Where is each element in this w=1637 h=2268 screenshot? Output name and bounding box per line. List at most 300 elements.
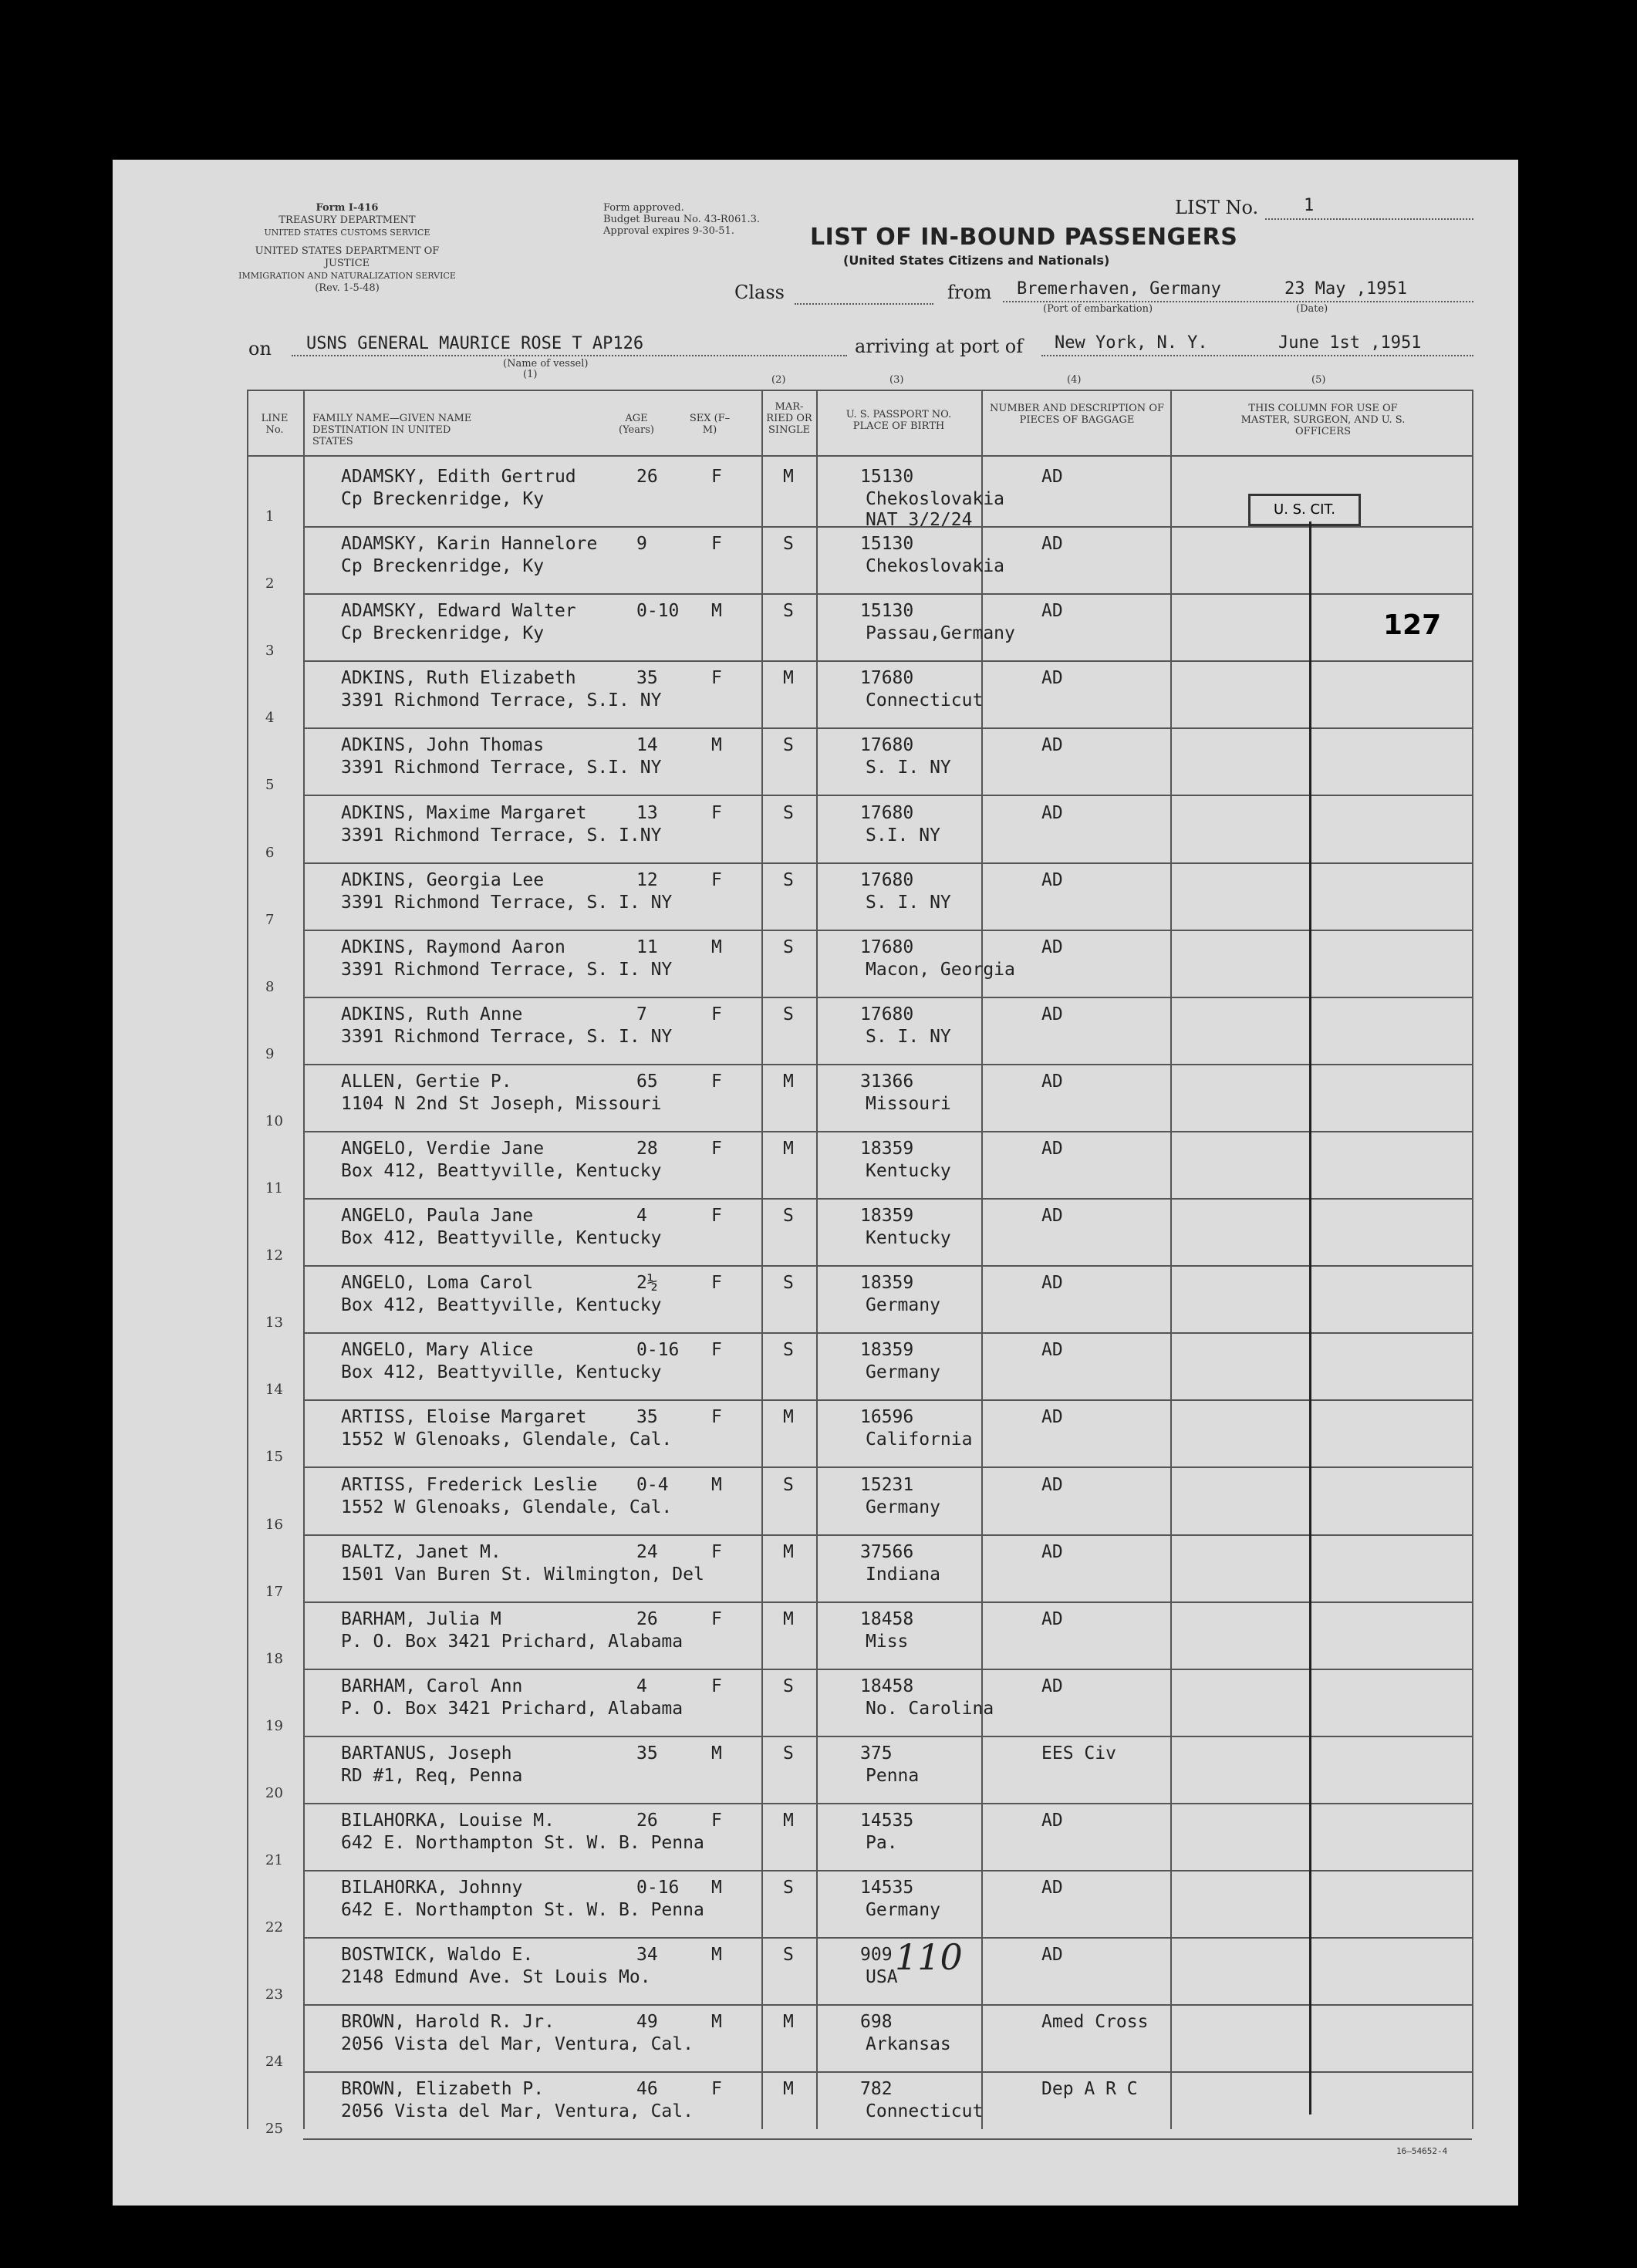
passenger-destination: 1501 Van Buren St. Wilmington, Del	[341, 1564, 704, 1585]
vessel-name: USNS GENERAL MAURICE ROSE T AP126	[306, 334, 644, 353]
table-row	[0, 1939, 1637, 2006]
passenger-sex: F	[711, 534, 722, 554]
marital-status: S	[783, 534, 794, 554]
place-of-birth: S. I. NY	[866, 758, 951, 778]
passenger-sex: M	[711, 1945, 722, 1965]
passenger-destination: P. O. Box 3421 Prichard, Alabama	[341, 1632, 683, 1652]
passport-number: 18359	[860, 1206, 914, 1226]
place-of-birth: Germany	[866, 1497, 940, 1517]
marital-status: M	[783, 2079, 794, 2099]
baggage-description: AD	[1041, 1004, 1063, 1024]
passenger-name: ADKINS, Maxime Margaret	[341, 803, 587, 823]
row-divider	[303, 2138, 1472, 2140]
marital-status: S	[783, 601, 794, 621]
baggage-description: Amed Cross	[1041, 2012, 1149, 2032]
passenger-destination: RD #1, Req, Penna	[341, 1766, 523, 1786]
place-of-birth: California	[866, 1429, 973, 1450]
embarkation-date: 23 May ,1951	[1284, 279, 1407, 299]
place-of-birth: USA	[866, 1967, 898, 1987]
header-line-no: LINE No.	[261, 413, 289, 436]
place-of-birth: No. Carolina	[866, 1699, 994, 1719]
line-number: 18	[265, 1651, 283, 1667]
marital-status: M	[783, 1609, 794, 1629]
line-number: 21	[265, 1852, 283, 1868]
passenger-destination: 3391 Richmond Terrace, S. I. NY	[341, 960, 673, 980]
passenger-name: BILAHORKA, Louise M.	[341, 1811, 555, 1831]
baggage-description: AD	[1041, 1407, 1063, 1427]
passport-number: 17680	[860, 735, 914, 755]
vessel-caption: (Name of vessel)	[503, 358, 589, 370]
line-number: 1	[265, 508, 275, 525]
passenger-destination: Box 412, Beattyville, Kentucky	[341, 1362, 662, 1382]
document-subtitle: (United States Citizens and Nationals)	[843, 253, 1110, 268]
passenger-destination: Cp Breckenridge, Ky	[341, 623, 545, 643]
passenger-destination: 3391 Richmond Terrace, S. I.NY	[341, 825, 662, 845]
line-number: 6	[265, 845, 275, 861]
dept-treasury-sub: UNITED STATES CUSTOMS SERVICE	[264, 228, 430, 238]
passenger-sex: F	[711, 2079, 722, 2099]
passenger-sex: F	[711, 1273, 722, 1293]
passenger-destination: 642 E. Northampton St. W. B. Penna	[341, 1900, 704, 1920]
line-number: 13	[265, 1315, 283, 1331]
passenger-name: ANGELO, Loma Carol	[341, 1273, 534, 1293]
col-num-3: (3)	[889, 374, 904, 386]
place-of-birth: Germany	[866, 1362, 940, 1382]
passport-number: 17680	[860, 668, 914, 688]
passenger-name: ADAMSKY, Edith Gertrud	[341, 467, 576, 487]
place-of-birth: Kentucky	[866, 1161, 951, 1181]
dept-justice-sub: IMMIGRATION AND NATURALIZATION SERVICE	[238, 271, 456, 281]
line-number: 17	[265, 1584, 283, 1600]
table-row	[0, 729, 1637, 796]
line-number: 9	[265, 1046, 275, 1062]
on-label: on	[248, 338, 272, 359]
header-baggage: NUMBER AND DESCRIPTION OF PIECES OF BAGGAGE	[989, 403, 1164, 426]
place-of-birth: Connecticut	[866, 2101, 984, 2121]
table-row	[0, 1267, 1637, 1334]
table-row	[0, 1603, 1637, 1670]
passenger-age: 35	[636, 1407, 658, 1427]
passenger-name: BARTANUS, Joseph	[341, 1743, 512, 1763]
passport-number: 14535	[860, 1811, 914, 1831]
header-passport: U. S. PASSPORT NO. PLACE OF BIRTH	[846, 409, 952, 432]
passenger-name: BARHAM, Julia M	[341, 1609, 501, 1629]
passenger-sex: M	[711, 937, 722, 957]
passenger-age: 0-16	[636, 1878, 680, 1898]
passenger-sex: M	[711, 1475, 722, 1495]
from-underline	[1003, 301, 1473, 302]
baggage-description: AD	[1041, 534, 1063, 554]
marital-status: S	[783, 803, 794, 823]
arrival-underline	[1041, 355, 1473, 356]
passenger-destination: 3391 Richmond Terrace, S. I. NY	[341, 1027, 673, 1047]
passenger-destination: P. O. Box 3421 Prichard, Alabama	[341, 1699, 683, 1719]
list-no-label: LIST No.	[1175, 197, 1259, 218]
passenger-age: 26	[636, 467, 658, 487]
passport-number: 18458	[860, 1609, 914, 1629]
passport-number: 16596	[860, 1407, 914, 1427]
passenger-name: ADKINS, Ruth Elizabeth	[341, 668, 576, 688]
col-num-5: (5)	[1311, 374, 1326, 386]
passenger-destination: 3391 Richmond Terrace, S.I. NY	[341, 690, 662, 710]
approval-line-1: Form approved.	[603, 202, 684, 214]
passenger-destination: Box 412, Beattyville, Kentucky	[341, 1295, 662, 1315]
marital-status: M	[783, 467, 794, 487]
from-label: from	[947, 282, 992, 303]
passport-number: 18359	[860, 1139, 914, 1159]
passport-number: 17680	[860, 1004, 914, 1024]
baggage-description: AD	[1041, 1206, 1063, 1226]
passenger-name: ADKINS, Georgia Lee	[341, 870, 545, 890]
table-row	[0, 864, 1637, 931]
line-number: 3	[265, 643, 275, 659]
place-of-birth: Chekoslovakia	[866, 556, 1005, 576]
row-divider	[303, 795, 1472, 796]
date-caption: (Date)	[1296, 303, 1328, 315]
place-of-birth: S. I. NY	[866, 893, 951, 913]
place-of-birth: Macon, Georgia	[866, 960, 1015, 980]
place-of-birth: Germany	[866, 1295, 940, 1315]
passenger-sex: M	[711, 2012, 722, 2032]
passenger-destination: 3391 Richmond Terrace, S.I. NY	[341, 758, 662, 778]
marital-status: M	[783, 668, 794, 688]
passenger-name: ARTISS, Frederick Leslie	[341, 1475, 598, 1495]
passenger-sex: M	[711, 1743, 722, 1763]
passport-number: 31366	[860, 1072, 914, 1092]
place-of-birth: Miss	[866, 1632, 909, 1652]
line-number: 24	[265, 2054, 283, 2070]
table-row	[0, 1737, 1637, 1804]
line-number: 10	[265, 1113, 283, 1129]
list-no-underline	[1265, 218, 1473, 220]
ditto-line	[1309, 521, 1311, 2114]
table-row	[0, 1871, 1637, 1939]
place-of-birth: Kentucky	[866, 1228, 951, 1248]
baggage-description: AD	[1041, 870, 1063, 890]
header-married: MAR-RIED OR SINGLE	[766, 401, 812, 436]
table-row	[0, 797, 1637, 864]
passenger-destination: Cp Breckenridge, Ky	[341, 556, 545, 576]
place-of-birth: Passau,Germany	[866, 623, 1015, 643]
passenger-age: 0-10	[636, 601, 680, 621]
place-of-birth: Pa.	[866, 1833, 898, 1853]
passenger-age: 9	[636, 534, 647, 554]
marital-status: S	[783, 1340, 794, 1360]
passport-number: 375	[860, 1743, 893, 1763]
passenger-destination: 1104 N 2nd St Joseph, Missouri	[341, 1094, 662, 1114]
line-number: 5	[265, 777, 275, 793]
passenger-age: 14	[636, 735, 658, 755]
passport-number: 17680	[860, 937, 914, 957]
place-of-birth: Indiana	[866, 1564, 940, 1585]
table-row	[0, 1670, 1637, 1737]
header-officers: THIS COLUMN FOR USE OF MASTER, SURGEON, AND U. S. OFFICERS	[1240, 403, 1406, 437]
passenger-name: ANGELO, Verdie Jane	[341, 1139, 545, 1159]
passport-number: 782	[860, 2079, 893, 2099]
row-divider	[303, 1466, 1472, 1468]
justice-block	[231, 245, 463, 295]
list-no-value: 1	[1304, 196, 1315, 215]
passenger-name: ANGELO, Paula Jane	[341, 1206, 534, 1226]
table-row	[0, 662, 1637, 729]
baggage-description: AD	[1041, 1542, 1063, 1562]
header-name: FAMILY NAME—GIVEN NAME DESTINATION IN UNITED STATES	[312, 413, 472, 447]
document-title: LIST OF IN-BOUND PASSENGERS	[810, 224, 1238, 251]
baggage-description: AD	[1041, 601, 1063, 621]
passenger-destination: 3391 Richmond Terrace, S. I. NY	[341, 893, 673, 913]
passenger-sex: F	[711, 1206, 722, 1226]
marital-status: S	[783, 1004, 794, 1024]
table-row	[0, 1536, 1637, 1603]
line-number: 14	[265, 1382, 283, 1398]
passenger-sex: F	[711, 1609, 722, 1629]
passenger-age: 24	[636, 1542, 658, 1562]
passenger-age: 0-4	[636, 1475, 669, 1495]
marital-status: M	[783, 1542, 794, 1562]
passport-number: 15130	[860, 467, 914, 487]
header-age: AGE (Years)	[619, 413, 654, 436]
passenger-age: 49	[636, 2012, 658, 2032]
passenger-age: 35	[636, 668, 658, 688]
line-number: 25	[265, 2121, 283, 2137]
line-number: 22	[265, 1919, 283, 1936]
passenger-sex: F	[711, 870, 722, 890]
handwritten-note: 110	[895, 1936, 963, 1978]
table-top-border	[247, 390, 1472, 391]
header-sex: SEX (F–M)	[689, 413, 731, 436]
line-number: 19	[265, 1718, 283, 1734]
vessel-underline	[292, 355, 847, 356]
dept-justice: UNITED STATES DEPARTMENT OF JUSTICE	[255, 245, 440, 269]
baggage-description: AD	[1041, 1811, 1063, 1831]
passport-number: 37566	[860, 1542, 914, 1562]
table-row	[0, 2006, 1637, 2073]
passenger-sex: M	[711, 601, 722, 621]
baggage-description: EES Civ	[1041, 1743, 1116, 1763]
baggage-description: Dep A R C	[1041, 2079, 1138, 2099]
vessel-col-num: (1)	[523, 369, 538, 380]
table-row	[0, 931, 1637, 998]
marital-status: S	[783, 1945, 794, 1965]
line-number: 20	[265, 1785, 283, 1801]
passenger-sex: F	[711, 1407, 722, 1427]
baggage-description: AD	[1041, 1945, 1063, 1965]
us-citizen-stamp: U. S. CIT.	[1248, 494, 1361, 526]
arrival-port: New York, N. Y.	[1055, 333, 1208, 353]
arriving-label: arriving at port of	[855, 336, 1024, 357]
passenger-age: 35	[636, 1743, 658, 1763]
passenger-age: 11	[636, 937, 658, 957]
passenger-name: ADKINS, John Thomas	[341, 735, 545, 755]
passenger-name: BALTZ, Janet M.	[341, 1542, 501, 1562]
port-of-embarkation: Bremerhaven, Germany	[1017, 279, 1221, 299]
passenger-name: ADKINS, Ruth Anne	[341, 1004, 523, 1024]
baggage-description: AD	[1041, 1340, 1063, 1360]
approval-line-2: Budget Bureau No. 43-R061.3.	[603, 214, 761, 225]
table-row	[0, 461, 1637, 528]
place-of-birth: Chekoslovakia	[866, 489, 1005, 509]
table-row	[0, 1469, 1637, 1536]
line-number: 12	[265, 1247, 283, 1264]
place-of-birth: S.I. NY	[866, 825, 940, 845]
passenger-sex: F	[711, 1811, 722, 1831]
passport-number: 698	[860, 2012, 893, 2032]
naturalization-note: NAT 3/2/24	[866, 510, 973, 530]
line-number: 8	[265, 979, 275, 995]
passenger-name: BARHAM, Carol Ann	[341, 1676, 523, 1696]
place-of-birth: Connecticut	[866, 690, 984, 710]
baggage-description: AD	[1041, 467, 1063, 487]
passenger-sex: M	[711, 735, 722, 755]
place-of-birth: Arkansas	[866, 2034, 951, 2054]
baggage-description: AD	[1041, 668, 1063, 688]
passenger-sex: F	[711, 1542, 722, 1562]
table-row	[0, 528, 1637, 595]
table-row	[0, 1334, 1637, 1401]
line-number: 15	[265, 1449, 283, 1465]
passenger-name: BROWN, Elizabeth P.	[341, 2079, 545, 2099]
marital-status: M	[783, 2012, 794, 2032]
col-num-2: (2)	[771, 374, 786, 386]
marital-status: S	[783, 1475, 794, 1495]
baggage-description: AD	[1041, 1475, 1063, 1495]
approval-line-3: Approval expires 9-30-51.	[603, 225, 734, 237]
passenger-sex: M	[711, 1878, 722, 1898]
passport-number: 18458	[860, 1676, 914, 1696]
passenger-destination: Box 412, Beattyville, Kentucky	[341, 1161, 662, 1181]
baggage-description: AD	[1041, 1609, 1063, 1629]
passenger-name: ADAMSKY, Karin Hannelore	[341, 534, 598, 554]
form-approval	[603, 202, 760, 237]
passenger-name: ARTISS, Eloise Margaret	[341, 1407, 587, 1427]
dept-treasury: TREASURY DEPARTMENT	[278, 214, 416, 226]
passenger-name: BOSTWICK, Waldo E.	[341, 1945, 534, 1965]
table-row	[0, 998, 1637, 1065]
passenger-age: 65	[636, 1072, 658, 1092]
passenger-destination: 1552 W Glenoaks, Glendale, Cal.	[341, 1429, 673, 1450]
page-number: 127	[1383, 609, 1442, 641]
passenger-sex: F	[711, 467, 722, 487]
marital-status: S	[783, 1206, 794, 1226]
place-of-birth: Penna	[866, 1766, 920, 1786]
passenger-age: 34	[636, 1945, 658, 1965]
baggage-description: AD	[1041, 1072, 1063, 1092]
table-row	[0, 1065, 1637, 1132]
baggage-description: AD	[1041, 1139, 1063, 1159]
passenger-sex: F	[711, 1340, 722, 1360]
passenger-name: ADKINS, Raymond Aaron	[341, 937, 565, 957]
passenger-age: 12	[636, 870, 658, 890]
revision-date: (Rev. 1-5-48)	[315, 282, 380, 294]
marital-status: M	[783, 1072, 794, 1092]
punch-hole	[54, 343, 94, 383]
col-num-4: (4)	[1067, 374, 1082, 386]
passenger-destination: 1552 W Glenoaks, Glendale, Cal.	[341, 1497, 673, 1517]
marital-status: S	[783, 1878, 794, 1898]
line-number: 4	[265, 710, 275, 726]
line-number: 2	[265, 575, 275, 592]
baggage-description: AD	[1041, 1676, 1063, 1696]
line-number: 11	[265, 1180, 283, 1196]
passenger-sex: F	[711, 1072, 722, 1092]
table-row	[0, 2073, 1637, 2140]
passport-number: 15130	[860, 534, 914, 554]
passenger-name: ANGELO, Mary Alice	[341, 1340, 534, 1360]
table-row	[0, 1132, 1637, 1200]
footer-code: 16—54652-4	[1396, 2146, 1448, 2156]
passenger-name: BILAHORKA, Johnny	[341, 1878, 523, 1898]
passenger-age: 26	[636, 1811, 658, 1831]
marital-status: S	[783, 937, 794, 957]
table-row	[0, 1804, 1637, 1871]
passport-number: 17680	[860, 870, 914, 890]
passenger-destination: 642 E. Northampton St. W. B. Penna	[341, 1833, 704, 1853]
agency-block	[231, 202, 463, 239]
place-of-birth: S. I. NY	[866, 1027, 951, 1047]
passenger-age: 2½	[636, 1273, 658, 1293]
class-underline	[795, 303, 933, 305]
passport-number: 14535	[860, 1878, 914, 1898]
passenger-destination: 2148 Edmund Ave. St Louis Mo.	[341, 1967, 651, 1987]
passenger-name: ADAMSKY, Edward Walter	[341, 601, 576, 621]
arrival-date: June 1st ,1951	[1278, 333, 1422, 353]
punch-hole	[54, 212, 94, 252]
passenger-age: 4	[636, 1206, 647, 1226]
passport-number: 18359	[860, 1340, 914, 1360]
passenger-destination: 2056 Vista del Mar, Ventura, Cal.	[341, 2101, 694, 2121]
marital-status: M	[783, 1139, 794, 1159]
table-row	[0, 1200, 1637, 1267]
baggage-description: AD	[1041, 937, 1063, 957]
class-label: Class	[734, 282, 785, 303]
line-number: 16	[265, 1517, 283, 1533]
passenger-destination: Box 412, Beattyville, Kentucky	[341, 1228, 662, 1248]
form-number: Form I-416	[316, 202, 379, 214]
passenger-sex: F	[711, 1676, 722, 1696]
port-caption: (Port of embarkation)	[1043, 303, 1153, 315]
marital-status: M	[783, 1407, 794, 1427]
marital-status: S	[783, 870, 794, 890]
baggage-description: AD	[1041, 803, 1063, 823]
passenger-sex: F	[711, 668, 722, 688]
passenger-sex: F	[711, 1139, 722, 1159]
passenger-destination: Cp Breckenridge, Ky	[341, 489, 545, 509]
place-of-birth: Missouri	[866, 1094, 951, 1114]
passenger-age: 28	[636, 1139, 658, 1159]
line-number: 23	[265, 1986, 283, 2003]
table-row	[0, 1401, 1637, 1468]
passenger-name: BROWN, Harold R. Jr.	[341, 2012, 555, 2032]
marital-status: S	[783, 1743, 794, 1763]
passport-number: 18359	[860, 1273, 914, 1293]
passenger-sex: F	[711, 1004, 722, 1024]
baggage-description: AD	[1041, 1273, 1063, 1293]
passenger-age: 7	[636, 1004, 647, 1024]
place-of-birth: Germany	[866, 1900, 940, 1920]
marital-status: S	[783, 1676, 794, 1696]
passenger-destination: 2056 Vista del Mar, Ventura, Cal.	[341, 2034, 694, 2054]
passenger-age: 26	[636, 1609, 658, 1629]
line-number: 7	[265, 912, 275, 928]
passenger-age: 13	[636, 803, 658, 823]
passport-number: 15130	[860, 601, 914, 621]
passenger-name: ALLEN, Gertie P.	[341, 1072, 512, 1092]
passenger-age: 4	[636, 1676, 647, 1696]
passenger-sex: F	[711, 803, 722, 823]
passenger-age: 0-16	[636, 1340, 680, 1360]
passport-number: 17680	[860, 803, 914, 823]
baggage-description: AD	[1041, 735, 1063, 755]
